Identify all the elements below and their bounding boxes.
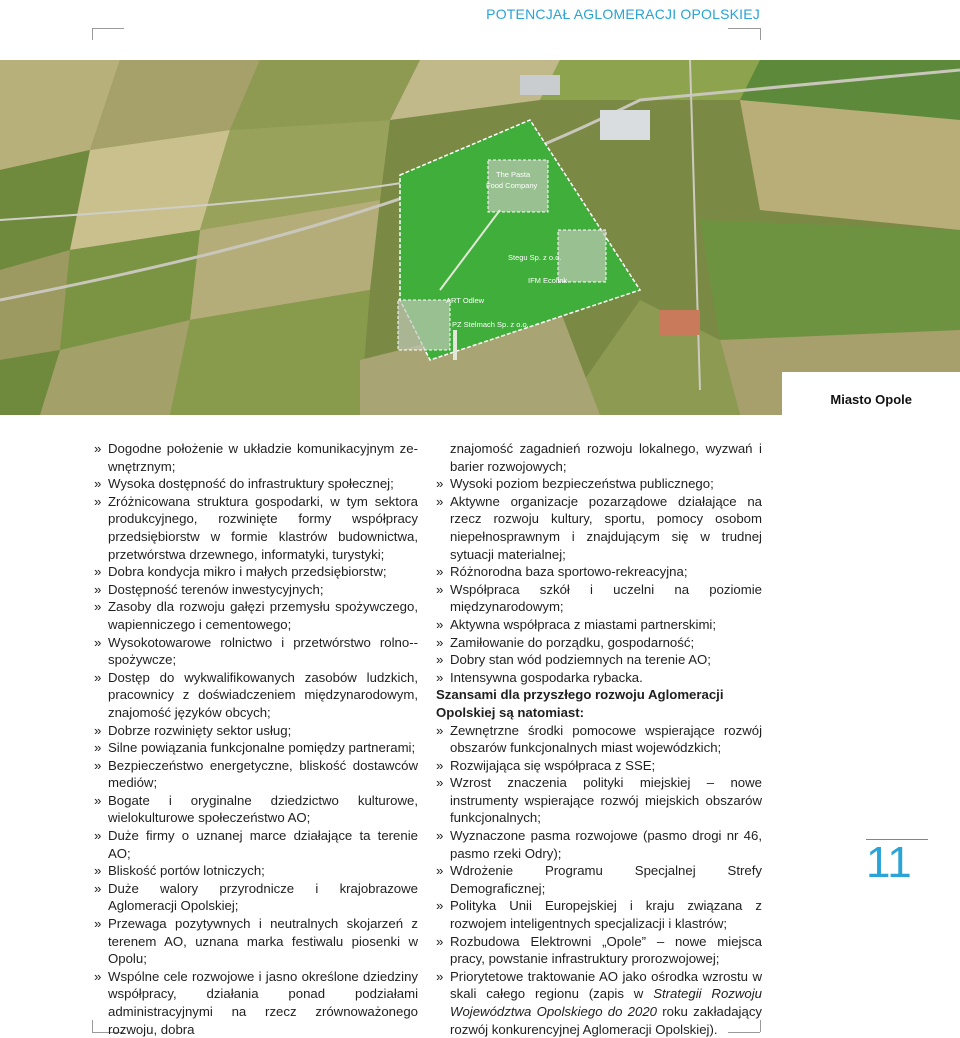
list-item: » Zróżnicowana struktura gospodarki, w tym sektora produkcyjnego, rozwinięte formy współpracy przedsiębiorstw w formie klastrów budownictwa, przetwórstwa drzewnego, informatyki, turystyki; bbox=[94, 493, 418, 563]
list-item: » Duże walory przyrodnicze i krajobrazowe Aglomeracji Opolskiej; bbox=[94, 880, 418, 915]
list-item: » Dostępność terenów inwestycyjnych; bbox=[94, 581, 418, 599]
label-pasta-2: Food Company bbox=[486, 181, 538, 190]
last-item-after: roku zakładający rozwój konkurencyjnej Aglomeracji Opolskiej). bbox=[450, 1004, 763, 1037]
list-item: » Aktywna współpraca z miastami partnerskimi; bbox=[436, 616, 762, 634]
list-item: » Dostęp do wykwalifikowanych zasobów ludzkich, pracownicy z doświadczeniem międzynarodowym, znajomość języków obcych; bbox=[94, 669, 418, 722]
list-item: » Zasoby dla rozwoju gałęzi przemysłu spożywczego, wapienniczego i cementowego; bbox=[94, 598, 418, 633]
list-item: » Wzrost znaczenia polityki miejskiej – nowe instrumenty wspierające rozwój miejskich obszarów funkcjonalnych; bbox=[436, 774, 762, 827]
list-item-cont: znajomość zagadnień rozwoju lokalnego, wyzwań i barier rozwojowych; bbox=[450, 441, 762, 474]
label-ifm: IFM Ecolink bbox=[528, 276, 568, 285]
label-pasta: The Pasta bbox=[496, 170, 531, 179]
list-item: » Polityka Unii Europejskiej i kraju związana z rozwojem inteligentnych specjalizacji i klastrów; bbox=[436, 897, 762, 932]
list-item: » Silne powiązania funkcjonalne pomiędzy partnerami; bbox=[94, 739, 418, 757]
left-column bbox=[94, 440, 418, 1038]
opportunities-heading: Szansami dla przyszłego rozwoju Aglomeracji Opolskiej są natomiast: bbox=[436, 687, 724, 720]
list-item: » Aktywne organizacje pozarządowe działające na rzecz rozwoju kultury, sportu, pomocy osobom niepełnosprawnym i znajdującym się w trudnej sytuacji materialnej; bbox=[436, 493, 762, 563]
list-item: » Współpraca szkół i uczelni na poziomie międzynarodowym; bbox=[436, 581, 762, 616]
last-item-italic: Strategii Rozwoju Województwa Opolskiego do 2020 bbox=[450, 986, 762, 1019]
list-item: » Zamiłowanie do porządku, gospodarność; bbox=[436, 634, 762, 652]
list-item: » Dobrze rozwinięty sektor usług; bbox=[94, 722, 418, 740]
list-item bbox=[436, 968, 762, 1038]
right-column bbox=[436, 440, 762, 1038]
list-item: » Dobry stan wód podziemnych na terenie AO; bbox=[436, 651, 762, 669]
list-item: » Zewnętrzne środki pomocowe wspierające rozwój obszarów funkcjonalnych miast wojewódzkich; bbox=[436, 722, 762, 757]
list-item: » Intensywna gospodarka rybacka. bbox=[436, 669, 762, 687]
crop-mark bbox=[92, 28, 124, 29]
list-item: » Bogate i oryginalne dziedzictwo kulturowe, wielokulturowe społeczeństwo AO; bbox=[94, 792, 418, 827]
label-art: ART Odlew bbox=[446, 296, 485, 305]
list-item: » Wyznaczone pasma rozwojowe (pasmo drogi nr 46, pasmo rzeki Odry); bbox=[436, 827, 762, 862]
list-item: » Wysoki poziom bezpieczeństwa publicznego; bbox=[436, 475, 762, 493]
last-item-before: Priorytetowe traktowanie AO jako ośrodka wzrostu w skali całego regionu (zapis w bbox=[450, 968, 762, 1002]
list-item: » Wdrożenie Programu Specjalnej Strefy Demograficznej; bbox=[436, 862, 762, 897]
list-item: » Przewaga pozytywnych i neutralnych skojarzeń z terenem AO, uznana marka festiwalu piosenki w Opolu; bbox=[94, 915, 418, 968]
list-item: » Różnorodna baza sportowo-rekreacyjna; bbox=[436, 563, 762, 581]
list-item: » Dogodne położenie w układzie komunikacyjnym ze-wnętrznym; bbox=[94, 440, 418, 475]
label-stegu: Stegu Sp. z o.o. bbox=[508, 253, 562, 262]
crop-mark bbox=[728, 28, 760, 29]
list-item: » Wspólne cele rozwojowe i jasno określone dziedziny współpracy, działania ponad podziałami administracyjnymi na rzecz zrównoważonego rozwoju, dobra bbox=[94, 968, 418, 1038]
crop-mark bbox=[92, 1020, 93, 1032]
list-item: » Wysokotowarowe rolnictwo i przetwórstwo rolno--spożywcze; bbox=[94, 634, 418, 669]
list-item: » Dobra kondycja mikro i małych przedsiębiorstw; bbox=[94, 563, 418, 581]
crop-mark bbox=[92, 28, 93, 40]
crop-mark bbox=[760, 28, 761, 40]
photo-caption: Miasto Opole bbox=[830, 392, 912, 407]
page-number: 11 bbox=[866, 838, 912, 887]
list-item: » Wysoka dostępność do infrastruktury społecznej; bbox=[94, 475, 418, 493]
list-item: » Rozbudowa Elektrowni „Opole” – nowe miejsca pracy, powstanie infrastruktury prorozwojowej; bbox=[436, 933, 762, 968]
label-pz: PZ Stelmach Sp. z o.o. bbox=[452, 320, 529, 329]
running-header: POTENCJAŁ AGLOMERACJI OPOLSKIEJ bbox=[486, 6, 760, 22]
list-item: » Bezpieczeństwo energetyczne, bliskość dostawców mediów; bbox=[94, 757, 418, 792]
list-item: » Rozwijająca się współpraca z SSE; bbox=[436, 757, 762, 775]
aerial-photo bbox=[0, 60, 960, 415]
list-item: » Bliskość portów lotniczych; bbox=[94, 862, 418, 880]
list-item: » Duże firmy o uznanej marce działające ta terenie AO; bbox=[94, 827, 418, 862]
